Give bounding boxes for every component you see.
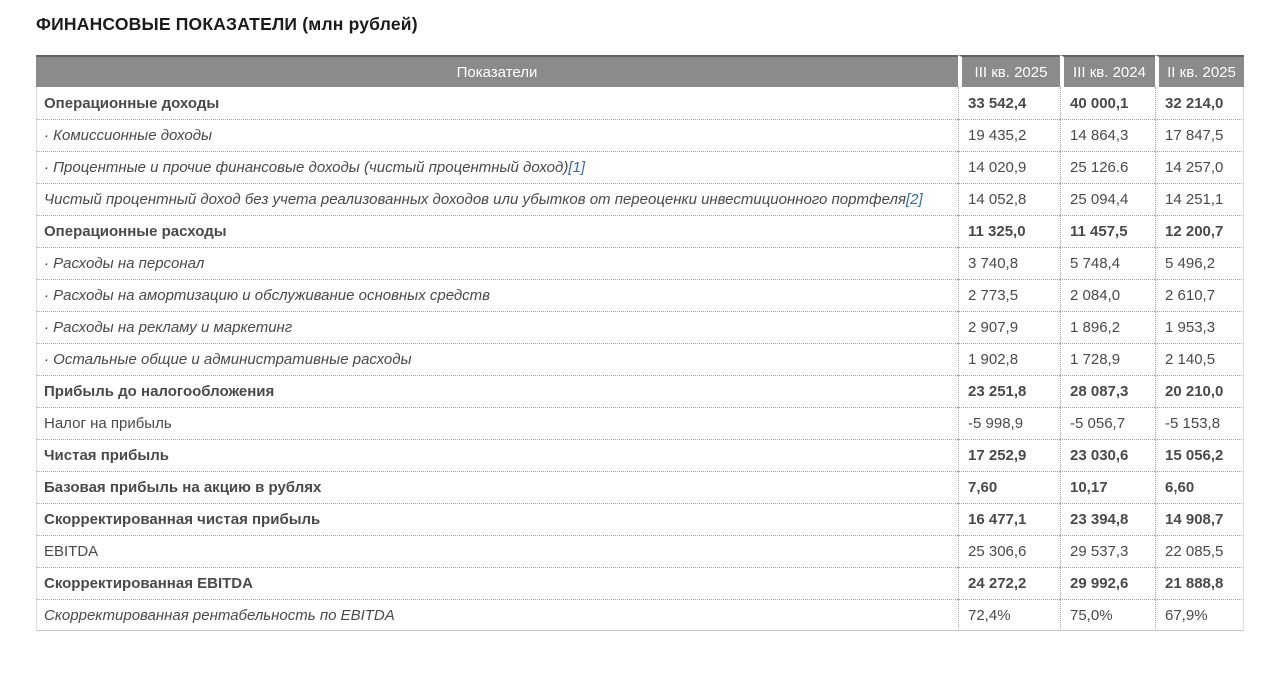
row-value: 14 864,3 (1060, 119, 1155, 151)
row-label: Чистый процентный доход без учета реализованных доходов или убытков от переоценки инвестиционного портфеля[2] (36, 183, 958, 215)
row-label: Скорректированная чистая прибыль (36, 503, 958, 535)
footnote-link[interactable]: [2] (906, 191, 923, 208)
row-value: 32 214,0 (1155, 87, 1244, 119)
table-row (36, 151, 1244, 183)
table-body (36, 87, 1244, 631)
row-label: · Расходы на рекламу и маркетинг (36, 311, 958, 343)
row-label: · Расходы на амортизацию и обслуживание основных средств (36, 279, 958, 311)
row-label: Налог на прибыль (36, 407, 958, 439)
header-col-q2-2025: II кв. 2025 (1155, 55, 1244, 87)
table-row (36, 535, 1244, 567)
row-value: 2 907,9 (958, 311, 1060, 343)
row-value: 67,9% (1155, 599, 1244, 631)
row-value: 2 610,7 (1155, 279, 1244, 311)
table-row (36, 215, 1244, 247)
row-value: -5 998,9 (958, 407, 1060, 439)
table-row (36, 567, 1244, 599)
row-value: 14 257,0 (1155, 151, 1244, 183)
table-row (36, 247, 1244, 279)
row-value: 40 000,1 (1060, 87, 1155, 119)
table-row (36, 119, 1244, 151)
row-value: 19 435,2 (958, 119, 1060, 151)
row-value: 24 272,2 (958, 567, 1060, 599)
row-value: 2 140,5 (1155, 343, 1244, 375)
table-row (36, 599, 1244, 631)
row-value: 14 908,7 (1155, 503, 1244, 535)
row-label: Операционные расходы (36, 215, 958, 247)
table-row (36, 343, 1244, 375)
row-value: 72,4% (958, 599, 1060, 631)
row-value: 1 728,9 (1060, 343, 1155, 375)
row-value: 16 477,1 (958, 503, 1060, 535)
table-header (36, 55, 1244, 87)
row-label: Чистая прибыль (36, 439, 958, 471)
row-value: 11 325,0 (958, 215, 1060, 247)
row-value: 25 126.6 (1060, 151, 1155, 183)
row-value: 7,60 (958, 471, 1060, 503)
table-row (36, 439, 1244, 471)
row-value: -5 056,7 (1060, 407, 1155, 439)
row-value: -5 153,8 (1155, 407, 1244, 439)
row-value: 20 210,0 (1155, 375, 1244, 407)
table-row (36, 183, 1244, 215)
row-label: · Расходы на персонал (36, 247, 958, 279)
row-value: 29 992,6 (1060, 567, 1155, 599)
row-value: 21 888,8 (1155, 567, 1244, 599)
row-value: 15 056,2 (1155, 439, 1244, 471)
row-value: 3 740,8 (958, 247, 1060, 279)
table-row (36, 503, 1244, 535)
row-value: 14 052,8 (958, 183, 1060, 215)
row-label: Скорректированная EBITDA (36, 567, 958, 599)
row-value: 23 394,8 (1060, 503, 1155, 535)
row-value: 5 748,4 (1060, 247, 1155, 279)
row-label: · Комиссионные доходы (36, 119, 958, 151)
row-label: Прибыль до налогообложения (36, 375, 958, 407)
header-indicators: Показатели (36, 55, 958, 87)
row-label: EBITDA (36, 535, 958, 567)
row-value: 25 306,6 (958, 535, 1060, 567)
row-value: 14 020,9 (958, 151, 1060, 183)
row-value: 2 773,5 (958, 279, 1060, 311)
footnote-link[interactable]: [1] (568, 159, 585, 176)
row-value: 1 953,3 (1155, 311, 1244, 343)
table-row (36, 311, 1244, 343)
row-value: 17 252,9 (958, 439, 1060, 471)
row-value: 6,60 (1155, 471, 1244, 503)
row-label: Операционные доходы (36, 87, 958, 119)
financial-table (36, 55, 1244, 631)
row-value: 1 902,8 (958, 343, 1060, 375)
row-value: 2 084,0 (1060, 279, 1155, 311)
row-value: 23 251,8 (958, 375, 1060, 407)
row-value: 5 496,2 (1155, 247, 1244, 279)
table-row (36, 87, 1244, 119)
table-row (36, 407, 1244, 439)
row-value: 75,0% (1060, 599, 1155, 631)
row-value: 17 847,5 (1155, 119, 1244, 151)
table-row (36, 279, 1244, 311)
header-col-q3-2025: III кв. 2025 (958, 55, 1060, 87)
header-col-q3-2024: III кв. 2024 (1060, 55, 1155, 87)
row-value: 23 030,6 (1060, 439, 1155, 471)
row-value: 12 200,7 (1155, 215, 1244, 247)
row-label: · Остальные общие и административные расходы (36, 343, 958, 375)
row-label: Базовая прибыль на акцию в рублях (36, 471, 958, 503)
row-value: 10,17 (1060, 471, 1155, 503)
row-value: 29 537,3 (1060, 535, 1155, 567)
table-row (36, 471, 1244, 503)
table-row (36, 375, 1244, 407)
row-label: Скорректированная рентабельность по EBITDA (36, 599, 958, 631)
row-value: 33 542,4 (958, 87, 1060, 119)
row-value: 22 085,5 (1155, 535, 1244, 567)
row-value: 14 251,1 (1155, 183, 1244, 215)
row-value: 28 087,3 (1060, 375, 1155, 407)
row-value: 1 896,2 (1060, 311, 1155, 343)
row-value: 11 457,5 (1060, 215, 1155, 247)
page-title: ФИНАНСОВЫЕ ПОКАЗАТЕЛИ (млн рублей) (36, 14, 418, 34)
table-header-row (36, 55, 1244, 87)
row-value: 25 094,4 (1060, 183, 1155, 215)
row-label: · Процентные и прочие финансовые доходы (чистый процентный доход)[1] (36, 151, 958, 183)
